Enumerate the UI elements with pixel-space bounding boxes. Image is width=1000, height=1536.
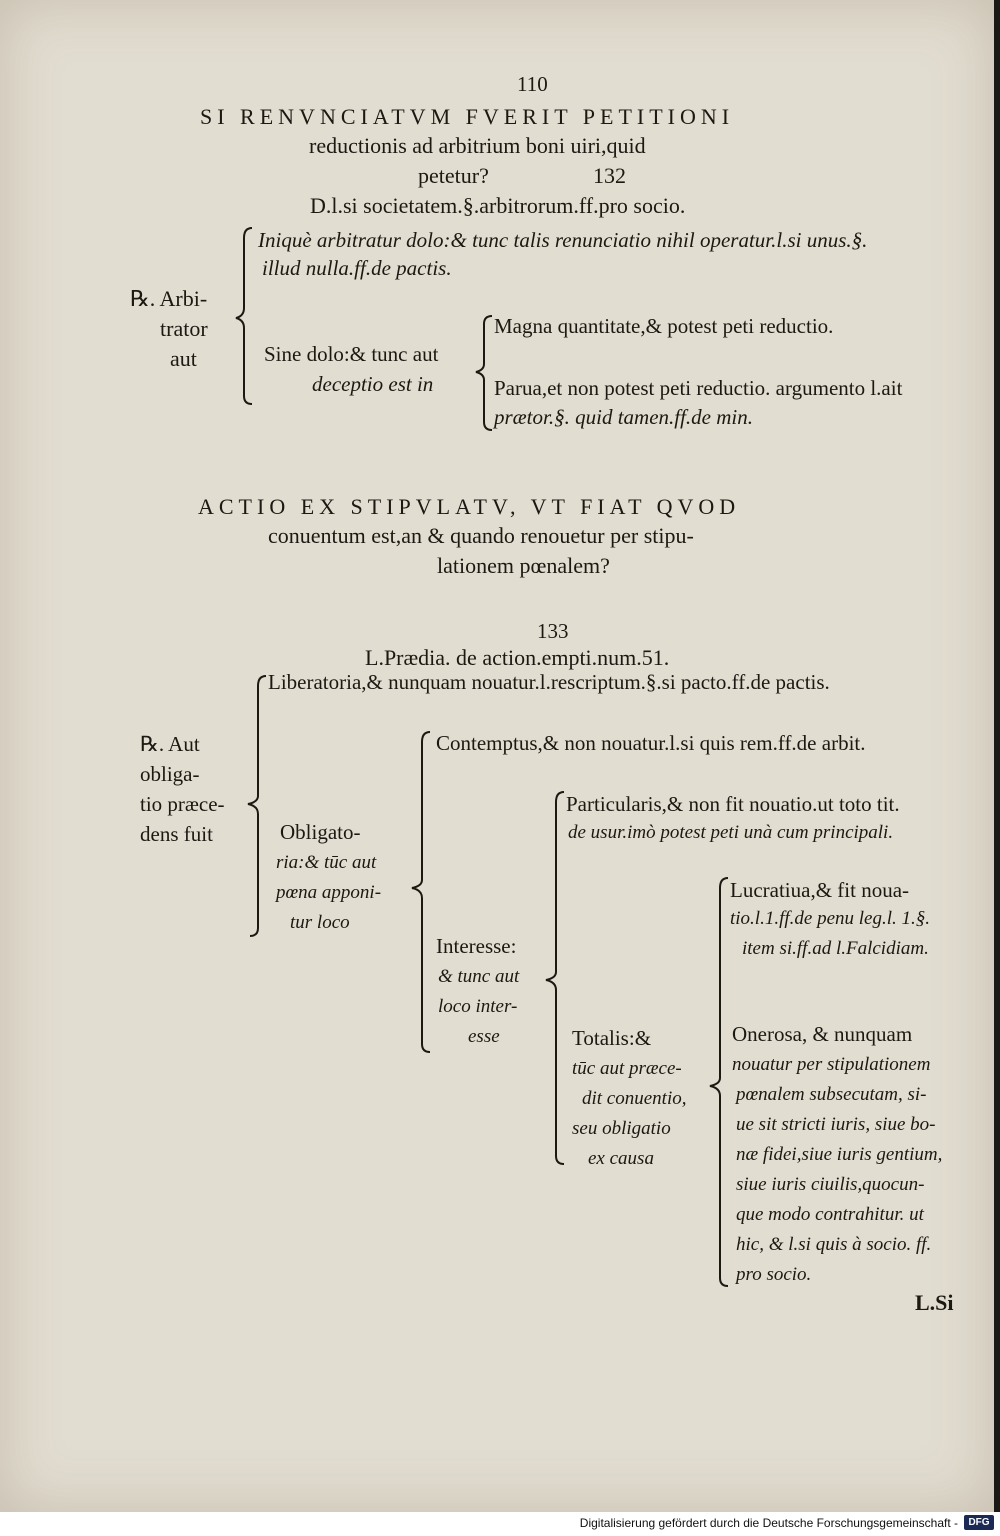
lucratiua-line2: tio.l.1.ff.de penu leg.l. 1.§. — [730, 908, 931, 929]
section2-citation: L.Prædia. de action.empti.num.51. — [365, 645, 670, 670]
obligatoria-brace — [408, 728, 434, 1058]
section1-heading-line2: reductionis ad arbitrium boni uiri,quid — [309, 133, 646, 158]
section1-heading-line3: petetur? — [418, 163, 489, 188]
onerosa-line3: pœnalem subsecutam, si- — [736, 1084, 927, 1105]
onerosa-line4: ue sit stricti iuris, siue bo- — [736, 1114, 936, 1135]
interesse-line2: & tunc aut — [438, 966, 520, 987]
onerosa-line5: næ fidei,siue iuris gentium, — [736, 1144, 943, 1165]
section1-number: 132 — [593, 163, 626, 188]
section2-heading-line2: conuentum est,an & quando renouetur per stipu- — [268, 523, 694, 548]
section1-branch2-line1: Sine dolo:& tunc aut — [264, 342, 439, 366]
lucratiua-line3: item si.ff.ad l.Falcidiam. — [742, 938, 929, 959]
section2-heading: ACTIO EX STIPVLATV, VT FIAT QVOD — [198, 494, 741, 519]
section2-root-line2: obliga- — [140, 762, 200, 786]
obligatoria-line1: Obligato- — [280, 820, 361, 844]
onerosa-line2: nouatur per stipulationem — [732, 1054, 931, 1075]
section2-root-line3: tio præce- — [140, 792, 225, 816]
section1-main-brace — [232, 224, 256, 408]
section2-root-line1: ℞. Aut — [140, 732, 200, 756]
obligatoria-line4: tur loco — [290, 912, 350, 933]
totalis-brace — [706, 874, 732, 1294]
section2-root-line4: dens fuit — [140, 822, 213, 846]
particularis-line1: Particularis,& non fit nouatio.ut toto tit. — [566, 792, 900, 816]
obligatoria-line2: ria:& tūc aut — [276, 852, 377, 873]
totalis-line5: ex causa — [588, 1148, 654, 1169]
section1-branch2-line2: deceptio est in — [312, 372, 434, 396]
totalis-line3: dit conuentio, — [582, 1088, 687, 1109]
totalis-line1: Totalis:& — [572, 1026, 652, 1050]
section1-root-label-2: trator — [160, 316, 208, 341]
liberatoria-entry: Liberatoria,& nunquam nouatur.l.rescriptum.§.si pacto.ff.de pactis. — [268, 670, 830, 694]
totalis-line2: tūc aut præce- — [572, 1058, 682, 1079]
section1-citation: D.l.si societatem.§.arbitrorum.ff.pro socio. — [310, 193, 686, 218]
particularis-line2: de usur.imò potest peti unà cum principali. — [568, 822, 894, 843]
interesse-line3: loco inter- — [438, 996, 518, 1017]
section2-main-brace — [244, 672, 270, 942]
section1-sub1: Magna quantitate,& potest peti reductio. — [494, 314, 834, 338]
interesse-line4: esse — [468, 1026, 500, 1047]
section1-branch1-line2: illud nulla.ff.de pactis. — [262, 256, 452, 280]
section1-sub2-line2: prætor.§. quid tamen.ff.de min. — [494, 405, 754, 429]
section1-root-label: ℞. Arbi- — [130, 286, 208, 311]
totalis-line4: seu obligatio — [572, 1118, 671, 1139]
onerosa-line6: siue iuris ciuilis,quocun- — [736, 1174, 925, 1195]
section1-sub2-line1: Parua,et non potest peti reductio. argumento l.ait — [494, 376, 903, 400]
catchword: L.Si — [915, 1290, 954, 1315]
obligatoria-line3: pœna apponi- — [276, 882, 382, 903]
section1-heading: SI RENVNCIATVM FVERIT PETITIONI — [200, 104, 735, 129]
section2-number: 133 — [537, 619, 569, 643]
page-number: 110 — [517, 72, 548, 96]
onerosa-line9: pro socio. — [736, 1264, 812, 1285]
onerosa-line7: que modo contrahitur. ut — [736, 1204, 924, 1225]
section1-sub-brace — [472, 312, 496, 434]
onerosa-line1: Onerosa, & nunquam — [732, 1022, 913, 1046]
footer-credit: Digitalisierung gefördert durch die Deutsche Forschungsgemeinschaft - — [579, 1516, 958, 1530]
contemptus-entry: Contemptus,& non nouatur.l.si quis rem.ff.de arbit. — [436, 731, 866, 755]
interesse-line1: Interesse: — [436, 934, 517, 958]
onerosa-line8: hic, & l.si quis à socio. ff. — [736, 1234, 932, 1255]
section1-branch1-line1: Iniquè arbitratur dolo:& tunc talis renunciatio nihil operatur.l.si unus.§. — [258, 228, 868, 252]
interesse-brace — [542, 788, 568, 1170]
dfg-logo-icon: DFG — [964, 1515, 994, 1530]
section1-root-label-3: aut — [170, 346, 197, 371]
section2-heading-line3: lationem pœnalem? — [437, 553, 610, 578]
lucratiua-line1: Lucratiua,& fit noua- — [730, 878, 910, 902]
